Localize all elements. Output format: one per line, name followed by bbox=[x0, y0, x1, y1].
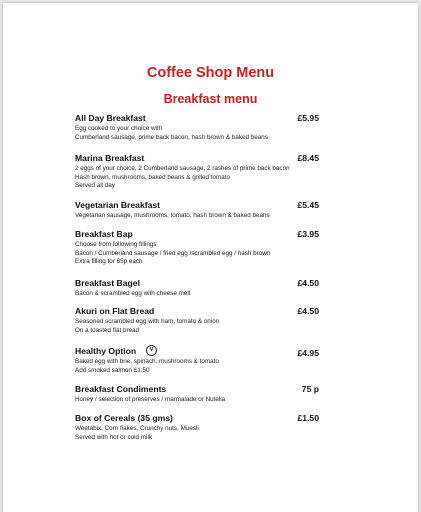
item-description-line: Weetabix, Corn flakes, Crunchy nuts, Muesli bbox=[75, 425, 199, 432]
vegetarian-icon: V bbox=[146, 345, 157, 356]
item-description-line: Seasoned scrambled egg with ham, tomato & onion bbox=[75, 318, 220, 325]
item-description-line: Baked egg with brie, spinach, mushrooms & tomato bbox=[75, 358, 219, 365]
item-name: Marina Breakfast bbox=[75, 153, 145, 163]
item-price: £4.95 bbox=[297, 348, 319, 358]
page-title: Coffee Shop Menu bbox=[146, 65, 275, 81]
item-description-line: Add smoked salmon £1.50 bbox=[75, 366, 150, 374]
item-description-line: Egg cooked to your choice with bbox=[75, 125, 163, 132]
item-description-line: On a toasted flat bread bbox=[75, 326, 140, 334]
section-title: Breakfast menu bbox=[163, 92, 258, 106]
item-description-line: Bacon & scrambled egg with cheese melt bbox=[75, 290, 191, 297]
item-name: Vegetarian Breakfast bbox=[75, 200, 161, 210]
item-price: £8.45 bbox=[297, 153, 319, 163]
item-description-line: Served with hot or cold milk bbox=[75, 433, 152, 441]
item-price: £4.50 bbox=[297, 306, 319, 316]
item-name: Breakfast Bap bbox=[75, 229, 133, 239]
item-description-line: Honey / selection of preserves / marmalade or Nutella bbox=[75, 396, 226, 403]
item-price: £4.50 bbox=[297, 278, 319, 288]
item-name: Healthy Option bbox=[75, 346, 137, 356]
item-price: £5.95 bbox=[297, 113, 319, 123]
item-description-line: Extra filling for 65p each bbox=[75, 258, 143, 266]
item-price: £3.95 bbox=[297, 229, 319, 239]
item-description-line: Served all day bbox=[75, 182, 115, 190]
item-description-line: Cumberland sausage, prime back bacon, hash brown & baked beans bbox=[75, 133, 268, 141]
item-price: £1.50 bbox=[297, 413, 319, 423]
menu-page bbox=[3, 3, 418, 512]
item-description-line: Bacon / Cumberland sausage / fried egg /scrambled egg / hash brown bbox=[75, 249, 271, 257]
item-name: Breakfast Condiments bbox=[75, 384, 167, 394]
item-price: 75 p bbox=[301, 384, 319, 394]
item-price: £5.45 bbox=[297, 200, 319, 210]
item-description-line: 2 eggs of your choice, 2 Cumberland sausage, 2 rashes of prime back bacon bbox=[75, 165, 290, 172]
item-name: Akuri on Flat Bread bbox=[75, 306, 155, 316]
item-name: Box of Cereals (35 gms) bbox=[75, 413, 173, 423]
item-description-line: Hash brown, mushrooms, baked beans & grilled tomato bbox=[75, 173, 231, 181]
item-name: All Day Breakfast bbox=[75, 113, 146, 123]
item-name: Breakfast Bagel bbox=[75, 278, 140, 288]
item-description-line: Choose from following fillings bbox=[75, 241, 157, 248]
item-description-line: Vegetarian sausage, mushrooms, tomato, hash brown & baked beans bbox=[75, 212, 270, 219]
